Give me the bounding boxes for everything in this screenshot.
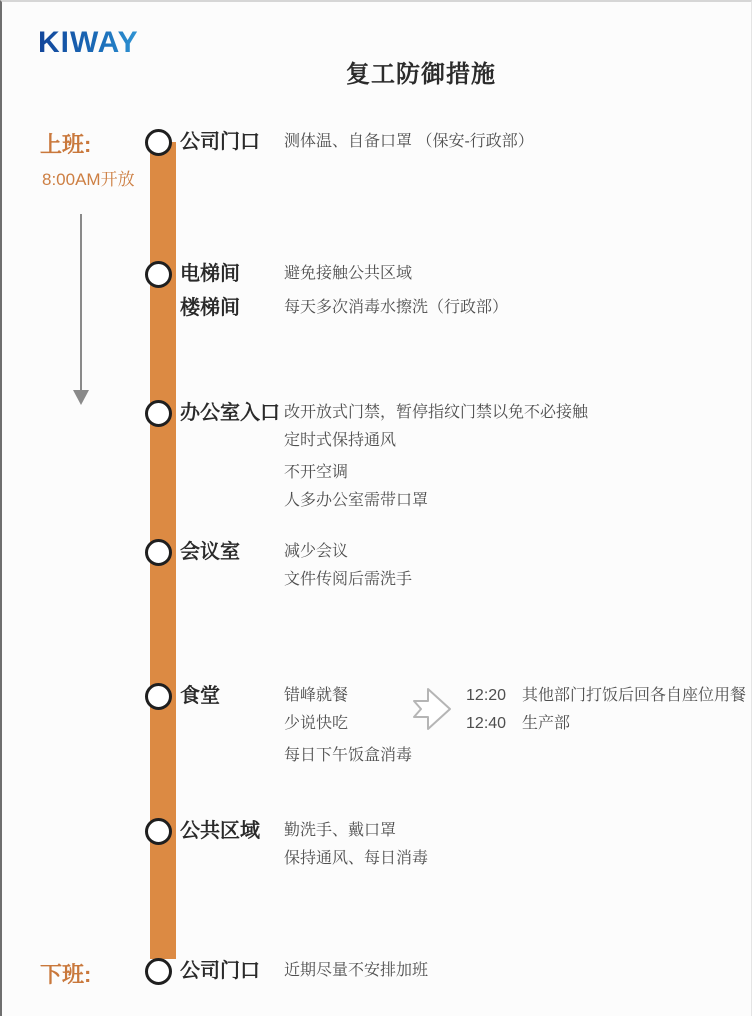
node-description-line: 近期尽量不安排加班 [284,962,429,979]
node-label: 会议室 [180,541,240,563]
canteen-group: 其他部门打饭后回各自座位用餐 [522,687,747,704]
canteen-group: 生产部 [522,715,571,732]
node-description-line: 改开放式门禁，暂停指纹门禁以免不必接触 [284,404,589,421]
node-description-line: 每天多次消毒水擦洗（行政部） [284,299,509,316]
node-description-line: 少说快吃 [284,715,349,732]
node-label: 公司门口 [180,131,260,153]
timeline-node-office-entrance [180,399,588,515]
timeline-node-public-area [180,817,428,873]
node-description-line: 每日下午饭盒消毒 [284,747,413,764]
kiway-logo: KIWAY [38,26,139,59]
node-description-line: 文件传阅后需洗手 [284,571,413,588]
canteen-time: 12:40 [466,715,507,732]
node-description-line: 测体温、自备口罩 （保安-行政部） [284,133,534,150]
node-label: 公司门口 [180,960,260,982]
node-label: 食堂 [180,685,220,707]
node-description-line: 勤洗手、戴口罩 [284,822,397,839]
node-description-line: 保持通风、每日消毒 [284,850,429,867]
node-label: 办公室入口 [180,402,280,424]
work-end-label: 下班: [40,962,92,987]
work-start-label: 上班: [40,132,92,157]
timeline-node-circle [145,958,172,985]
work-start-time: 8:00AM开放 [42,170,135,189]
node-label: 楼梯间 [180,297,240,319]
timeline-node-company-gate-end [180,957,428,985]
node-description-line: 人多办公室需带口罩 [284,492,429,509]
timeline-node-circle [145,818,172,845]
timeline-node-meeting-room [180,538,412,594]
timeline-node-circle [145,539,172,566]
node-description-line: 定时式保持通风 [284,432,397,449]
timeline-node-elevator-stairs [180,260,508,322]
page-title: 复工防御措施 [346,61,496,88]
canteen-time: 12:20 [466,687,507,704]
timeline-node-circle [145,683,172,710]
timeline-node-company-gate [180,128,534,156]
timeline-node-canteen [180,682,746,770]
right-arrow-icon [412,686,452,732]
node-description-line: 避免接触公共区域 [284,265,413,282]
node-description-line: 不开空调 [284,464,349,481]
timeline-node-circle [145,400,172,427]
down-arrow-icon [70,214,92,406]
timeline-node-circle [145,129,172,156]
timeline-node-circle [145,261,172,288]
node-description-line: 错峰就餐 [284,687,349,704]
node-label: 公共区域 [180,820,260,842]
node-description-line: 减少会议 [284,543,349,560]
node-label: 电梯间 [180,263,240,285]
